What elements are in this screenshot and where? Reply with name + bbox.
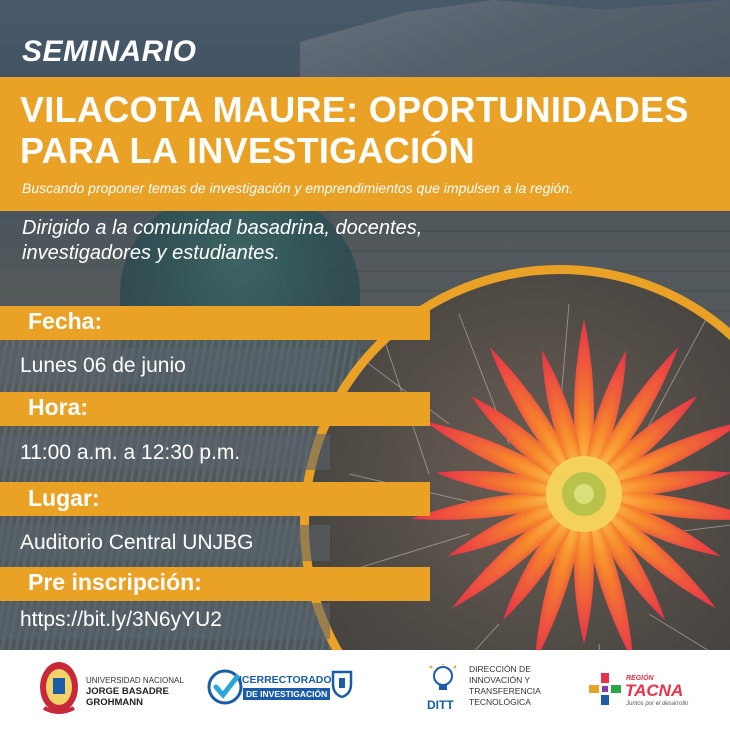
inscripcion-label: Pre inscripción:: [28, 569, 202, 595]
ditt-line-2: INNOVACIÓN Y: [469, 675, 531, 685]
tacna-star-icon: [588, 672, 622, 706]
unjbg-line-2: JORGE BASADRE: [86, 686, 169, 697]
seminar-kicker: SEMINARIO: [22, 35, 197, 68]
lugar-label: Lugar:: [28, 485, 100, 511]
vicerrectorado-logo: [207, 650, 357, 729]
tacna-big: TACNA: [625, 681, 684, 700]
fecha-value: Lunes 06 de junio: [20, 354, 186, 377]
audience-line-1: Dirigido a la comunidad basadrina, docentes,: [22, 217, 423, 239]
lightbulb-icon: [429, 664, 457, 694]
ditt-line-4: TECNOLÓGICA: [469, 697, 531, 707]
ditt-line-3: TRANSFERENCIA: [469, 686, 541, 696]
subtitle: Buscando proponer temas de investigación y emprendimientos que impulsen a la región.: [22, 180, 573, 196]
check-icon: [207, 667, 243, 707]
hora-label: Hora:: [28, 394, 89, 420]
unjbg-shield-icon: [331, 670, 353, 698]
ditt-logo: [425, 650, 565, 729]
ditt-acronym: DITT: [427, 698, 454, 712]
unjbg-crest-icon: [38, 660, 80, 714]
hora-value: 11:00 a.m. a 12:30 p.m.: [20, 441, 241, 464]
footer-logos: [0, 650, 730, 729]
unjbg-line-1: UNIVERSIDAD NACIONAL: [86, 676, 184, 685]
tacna-small: REGIÓN: [626, 675, 654, 682]
ditt-line-1: DIRECCIÓN DE: [469, 664, 531, 674]
vicerrectorado-line-1: ICERRECTORADO: [239, 674, 332, 686]
lugar-value: Auditorio Central UNJBG: [20, 531, 254, 554]
audience-line-2: investigadores y estudiantes.: [22, 242, 280, 264]
vicerrectorado-line-2: DE INVESTIGACIÓN: [243, 688, 330, 700]
title-line-2: PARA LA INVESTIGACIÓN: [20, 130, 475, 171]
ditt-text: [469, 664, 541, 708]
unjbg-line-3: GROHMANN: [86, 697, 143, 708]
fecha-label: Fecha:: [28, 308, 103, 334]
inscripcion-link[interactable]: https://bit.ly/3N6yYU2: [20, 608, 222, 631]
region-tacna-logo: [588, 650, 708, 729]
title-line-1: VILACOTA MAURE: OPORTUNIDADES: [20, 89, 689, 130]
unjbg-logo: [38, 650, 188, 729]
tacna-tagline: Juntos por el desarrollo: [626, 701, 689, 707]
